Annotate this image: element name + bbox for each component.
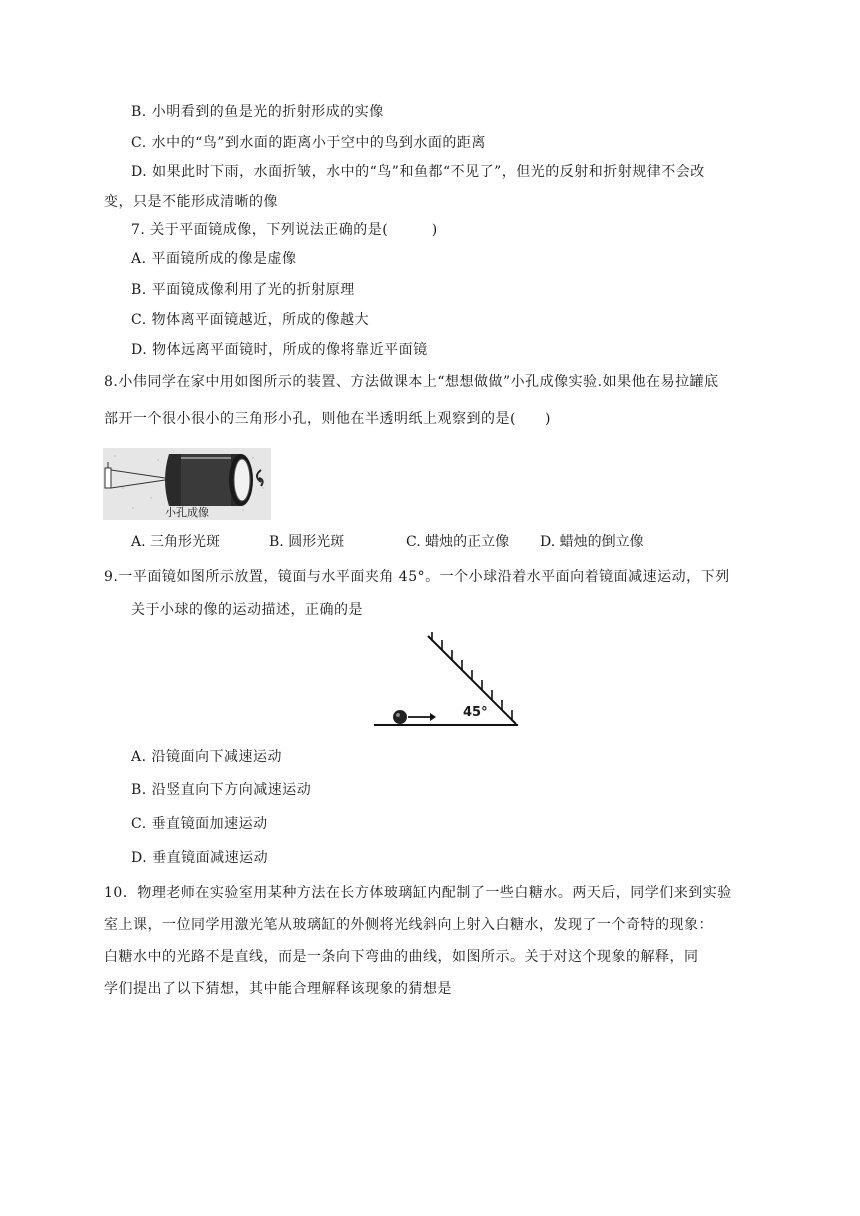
q6-option-b: B. 小明看到的鱼是光的折射形成的实像 <box>131 104 384 120</box>
q6-option-d-line1: D. 如果此时下雨，水面折皱，水中的“鸟”和鱼都“不见了”，但光的反射和折射规律不会改 <box>131 164 705 180</box>
q9-option-a: A. 沿镜面向下减速运动 <box>131 749 283 765</box>
q10-stem-line2: 室上课，一位同学用激光笔从玻璃缸的外侧将光线斜向上射入白糖水，发现了一个奇特的现象： <box>104 917 713 933</box>
q10-stem-line1: 10．物理老师在实验室用某种方法在长方体玻璃缸内配制了一些白糖水。两天后，同学们来到实验 <box>104 885 732 901</box>
q9-stem-line2: 关于小球的像的运动描述，正确的是 <box>131 602 363 618</box>
angle-label: 45° <box>463 705 488 720</box>
q9-stem-line1: 9.一平面镜如图所示放置，镜面与水平面夹角 45°。一个小球沿着水平面向着镜面减速运动，下列 <box>104 569 730 585</box>
mirror-ball-drawing <box>372 632 520 732</box>
q9-option-d: D. 垂直镜面减速运动 <box>131 850 269 866</box>
q7-option-c: C. 物体离平面镜越近，所成的像越大 <box>131 312 370 328</box>
q9-option-b: B. 沿竖直向下方向减速运动 <box>131 782 312 798</box>
pinhole-figure-caption: 小孔成像 <box>165 506 209 519</box>
q9-option-c: C. 垂直镜面加速运动 <box>131 816 268 832</box>
q8-option-c: C. 蜡烛的正立像 <box>406 534 510 550</box>
q6-option-c: C. 水中的“鸟”到水面的距离小于空中的鸟到水面的距离 <box>131 135 486 151</box>
q7-option-a: A. 平面镜所成的像是虚像 <box>131 251 297 267</box>
mirror-45-figure <box>372 632 520 732</box>
q7-stem: 7. 关于平面镜成像，下列说法正确的是( ) <box>131 222 438 238</box>
pinhole-camera-figure <box>103 448 271 520</box>
q10-stem-line4: 学们提出了以下猜想，其中能合理解释该现象的猜想是 <box>104 981 452 997</box>
q8-stem-line1: 8.小伟同学在家中用如图所示的装置、方法做课本上“想想做做”小孔成像实验.如果他在易拉罐底 <box>104 374 719 390</box>
q6-option-d-line2: 变，只是不能形成清晰的像 <box>104 194 278 210</box>
q8-stem-line2: 部开一个很小很小的三角形小孔，则他在半透明纸上观察到的是( ) <box>104 411 551 427</box>
q7-option-b: B. 平面镜成像利用了光的折射原理 <box>131 282 355 298</box>
q10-stem-line3: 白糖水中的光路不是直线，而是一条向下弯曲的曲线，如图所示。关于对这个现象的解释，同 <box>104 949 699 965</box>
q8-option-b: B. 圆形光斑 <box>269 534 345 550</box>
q8-option-d: D. 蜡烛的倒立像 <box>540 534 644 550</box>
q7-option-d: D. 物体远离平面镜时，所成的像将靠近平面镜 <box>131 342 428 358</box>
q8-option-a: A. 三角形光斑 <box>131 534 221 550</box>
